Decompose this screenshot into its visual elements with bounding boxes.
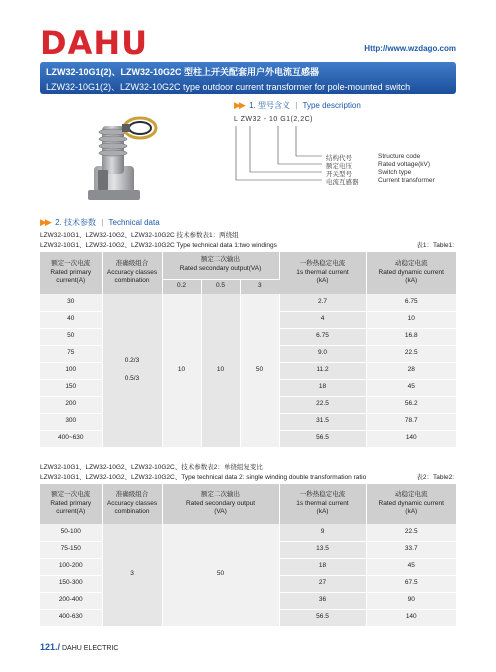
cell-thermal: 13.5	[279, 541, 366, 558]
cell-accuracy-combination: 3	[102, 524, 162, 626]
legend-structure-code-cn: 结构代号	[326, 155, 352, 162]
arrow-bullet-icon: ▶▶	[40, 217, 50, 227]
cell-thermal: 22.5	[279, 396, 366, 413]
cell-dynamic: 140	[366, 609, 456, 626]
legend-rated-voltage-cn: 额定电压	[326, 163, 352, 170]
page-title-cn: LZW32-10G1(2)、LZW32-10G2C 型柱上开关配套用户外电流互感器	[46, 67, 320, 77]
logo-text: DAHU	[40, 24, 149, 62]
cell-primary: 75-150	[40, 541, 102, 558]
brand-logo	[40, 24, 149, 62]
table1-label: 表1：Table1:	[416, 242, 454, 249]
legend-current-transformer-cn: 电流互感器	[326, 179, 359, 186]
cell-dynamic: 67.5	[366, 575, 456, 592]
cell-accuracy-combination: 0.2/3 0.5/3	[102, 294, 162, 447]
header-class-0-2: 0.2	[162, 279, 201, 294]
table2-label: 表2：Table2:	[416, 474, 454, 481]
header-accuracy-classes: 准确级组合 Accuracy classes combination	[102, 252, 162, 294]
cell-thermal: 36	[279, 592, 366, 609]
cell-dynamic: 28	[366, 362, 456, 379]
table2-caption-cn: LZW32-10G1、LZW32-10G2、LZW32-10G2C、技术参数表2：单绕组复变比	[40, 464, 263, 471]
cell-dynamic: 56.2	[366, 396, 456, 413]
cell-thermal: 31.5	[279, 413, 366, 430]
cell-thermal: 56.5	[279, 430, 366, 447]
table1-caption-en: LZW32-10G1、LZW32-10G2、LZW32-10G2C Type technical data 1:two windings	[40, 242, 277, 249]
header-accuracy-classes: 准确级组合 Accuracy classes combination	[102, 484, 162, 524]
page-title-en: LZW32-10G1(2)、LZW32-10G2C type outdoor current transformer for pole-mounted switch	[46, 82, 411, 92]
legend-switch-type-en: Switch type	[378, 169, 412, 176]
cell-primary: 100	[40, 362, 102, 379]
page-number: 121	[40, 642, 56, 652]
table-row	[40, 294, 456, 311]
header-rated-primary: 额定一次电流 Rated primary current(A)	[40, 252, 102, 294]
cell-dynamic: 78.7	[366, 413, 456, 430]
cell-thermal: 9	[279, 524, 366, 541]
model-code: L ZW32 - 10 G1(2,2C)	[234, 116, 313, 123]
cell-dynamic: 22.5	[366, 524, 456, 541]
cell-primary: 30	[40, 294, 102, 311]
cell-primary: 50	[40, 328, 102, 345]
cell-thermal: 56.5	[279, 609, 366, 626]
section-type-description-heading: ▶▶ 1. 型号含义 | Type description	[234, 100, 361, 110]
cell-primary: 150	[40, 379, 102, 396]
cell-thermal: 9.0	[279, 345, 366, 362]
table2-caption-en: LZW32-10G1、LZW32-10G2、LZW32-10G2C、Type technical data 2: single winding double transformation ratio	[40, 474, 367, 481]
cell-dynamic: 10	[366, 311, 456, 328]
cell-primary: 150-300	[40, 575, 102, 592]
header-rated-primary: 额定一次电流 Rated primary current(A)	[40, 484, 102, 524]
header-class-3: 3	[240, 279, 279, 294]
cell-thermal: 11.2	[279, 362, 366, 379]
table1-caption-cn: LZW32-10G1、LZW32-10G2、LZW32-10G2C 技术参数表1：两绕组	[40, 232, 239, 239]
legend-current-transformer-en: Current transformer	[378, 177, 435, 184]
cell-thermal: 27	[279, 575, 366, 592]
cell-secondary-output: 50	[162, 524, 279, 626]
cell-primary: 100-200	[40, 558, 102, 575]
cell-dynamic: 90	[366, 592, 456, 609]
cell-thermal: 18	[279, 379, 366, 396]
cell-primary: 50-100	[40, 524, 102, 541]
legend-structure-code-en: Structure code	[378, 153, 421, 160]
cell-primary: 300	[40, 413, 102, 430]
title-bar	[40, 62, 456, 94]
cell-dynamic: 6.75	[366, 294, 456, 311]
cell-primary: 200-400	[40, 592, 102, 609]
technical-data-table-2	[40, 484, 456, 627]
header-dynamic-current: 动稳定电流 Rated dynamic current (kA)	[366, 484, 456, 524]
cell-primary: 40	[40, 311, 102, 328]
cell-thermal: 18	[279, 558, 366, 575]
current-transformer-image	[62, 106, 172, 206]
website-url[interactable]: Http://www.wzdago.com	[364, 44, 456, 53]
header-dynamic-current: 动稳定电流 Rated dynamic current (kA)	[366, 252, 456, 294]
cell-dynamic: 16.8	[366, 328, 456, 345]
legend-switch-type-cn: 开关型号	[326, 171, 352, 178]
cell-primary: 400~630	[40, 430, 102, 447]
arrow-bullet-icon: ▶▶	[234, 100, 244, 110]
page-footer: 121./ DAHU ELECTRIC	[40, 642, 119, 652]
cell-dynamic: 140	[366, 430, 456, 447]
cell-dynamic: 45	[366, 558, 456, 575]
cell-primary: 400-630	[40, 609, 102, 626]
cell-thermal: 2.7	[279, 294, 366, 311]
cell-output-0-2: 10	[162, 294, 201, 447]
header-thermal-current: 一秒热稳定电流 1s thermal current (kA)	[279, 484, 366, 524]
header-rated-secondary-output: 额定二次输出 Rated secondary output(VA)	[162, 252, 279, 279]
cell-thermal: 4	[279, 311, 366, 328]
cell-output-3: 50	[240, 294, 279, 447]
table-row	[40, 524, 456, 541]
header-class-0-5: 0.5	[201, 279, 240, 294]
cell-primary: 75	[40, 345, 102, 362]
section-technical-data-heading: ▶▶ 2. 技术参数 | Technical data	[40, 217, 160, 227]
legend-rated-voltage-en: Rated voltage(kV)	[378, 161, 431, 168]
cell-thermal: 6.75	[279, 328, 366, 345]
header-thermal-current: 一秒热稳定电流 1s thermal current (kA)	[279, 252, 366, 294]
cell-dynamic: 22.5	[366, 345, 456, 362]
cell-primary: 200	[40, 396, 102, 413]
header-rated-secondary-output: 额定二次输出 Rated secondary output (VA)	[162, 484, 279, 524]
technical-data-table-1	[40, 252, 456, 448]
cell-dynamic: 45	[366, 379, 456, 396]
company-name: DAHU ELECTRIC	[62, 645, 119, 652]
cell-output-0-5: 10	[201, 294, 240, 447]
cell-dynamic: 33.7	[366, 541, 456, 558]
